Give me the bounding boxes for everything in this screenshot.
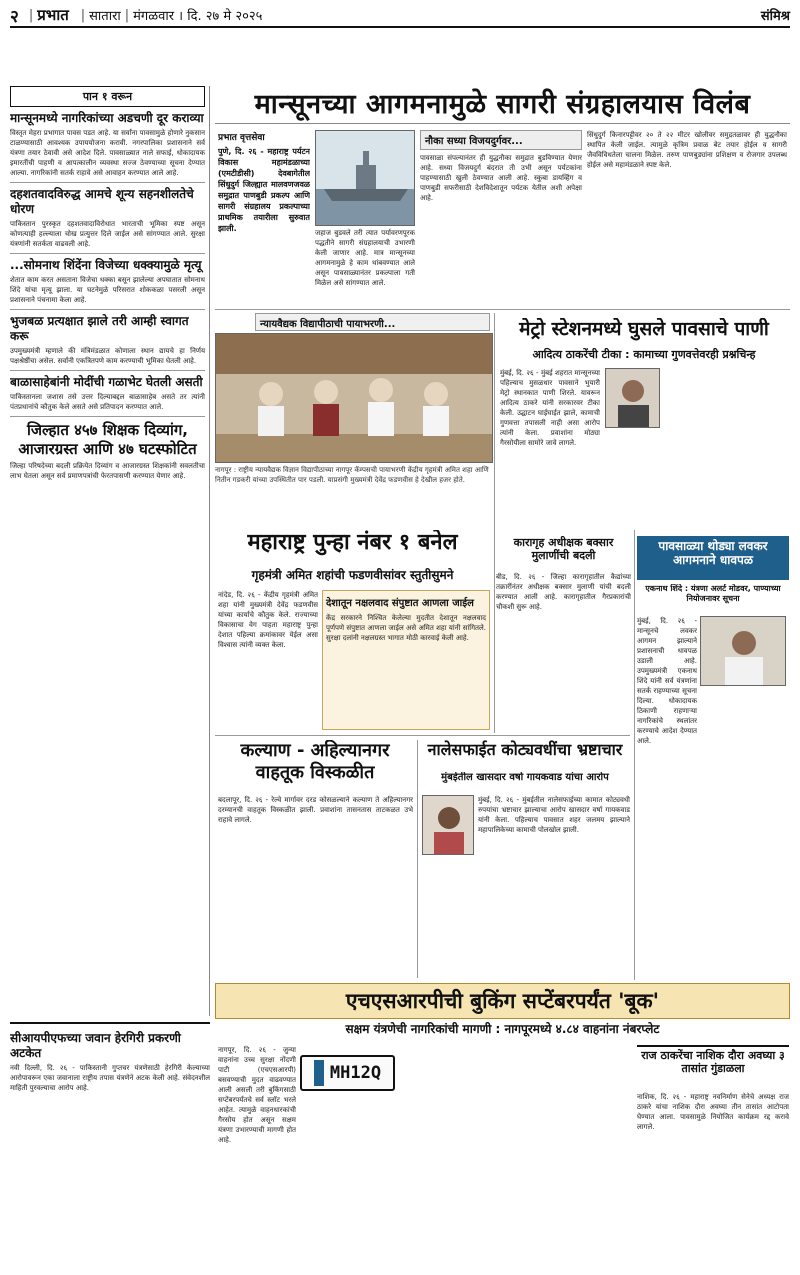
aaditya-photo xyxy=(605,368,660,428)
article-headline[interactable]: मान्सूनमध्ये नागरिकांच्या अडचणी दूर कराव्या xyxy=(10,111,204,125)
column-rule xyxy=(634,530,635,980)
person-icon xyxy=(701,617,786,686)
hsrp-subhead: सक्षम यंत्रणेची नागरिकांची मागणी : नागपूरमध्ये ४.८४ वाहनांना नंबरप्लेट xyxy=(345,1022,660,1036)
section-rule xyxy=(215,309,790,310)
kalyan-body: बदलापूर, दि. २६ - रेल्वे मार्गावर दरड कोसळल्याने कल्याण ते अहिल्यानगर दरम्यानची वाहतूक विस्कळीत झाली. प्रवाशांना तासनतास ताटकळत उभे राहावे लागले. xyxy=(218,796,413,824)
article-body: विस्तृत मेहरा प्रभागात पावस पडत आहे. या सर्वांना पावसामुळे होणारे नुकसान टाळण्यासाठी आवश्यक उपाययोजना करावी. नगरपालिका प्रशासनाने सर्व यंत्रणा तयार ठेवावी असे आदेश दिले. पावसाळ्यात नाले सफाई, धोकादायक इमारतींची पाहणी व आपत्कालीन व्यवस्था सज्ज ठेवण्याच्या सूचना देण्यात आल्या. नागरिकांनी सतर्क राहावे असे आवाहन करण्यात आले आहे. xyxy=(10,129,205,177)
event-label: न्यायवैद्यक विद्यापीठाची पायाभरणी... xyxy=(260,319,396,330)
maharashtra-headline-box xyxy=(215,530,490,566)
maharashtra-subhead: गृहमंत्री अमित शहांची फडणवीसांवर स्तुतीसुमने xyxy=(251,568,454,582)
city: सातारा xyxy=(89,9,121,24)
divider xyxy=(10,416,205,417)
maharashtra-body: नांदेड, दि. २६ - केंद्रीय गृहमंत्री अमित शहा यांनी मुख्यमंत्री देवेंद्र फडणवीस यांच्या कार्याचे कौतुक केले. राज्याच्या विकासाचा वेग पाहता महाराष्ट्र पुन्हा देशात पहिल्या क्रमांकावर येईल असा विश्वास त्यांनी व्यक्त केला. xyxy=(218,591,318,649)
nala-headline-box xyxy=(420,740,630,770)
ship-sidebar xyxy=(420,130,582,306)
prisons-text xyxy=(496,572,631,732)
bottom-left-story xyxy=(10,1022,210,1267)
page-number: २ xyxy=(10,6,19,27)
metro-subhead: आदित्य ठाकरेंची टीका : कामाच्या गुणवत्तेवरही प्रश्नचिन्ह xyxy=(532,348,756,361)
metro-headline-box xyxy=(500,318,788,344)
brand-logo: प्रभात xyxy=(37,6,69,24)
article-body: जिल्हा परिषदेच्या बदली प्रक्रियेत दिव्यांग व आजारग्रस्त शिक्षकांनी सवलतीचा लाभ घेतला असून सर्व प्रमाणपत्रांची फेरतपासणी करण्यात येणार आहे. xyxy=(10,461,205,480)
gaikwad-photo xyxy=(422,795,474,855)
raj-headline[interactable]: राज ठाकरेंचा नाशिक दौरा अवघ्या ३ तासांत गुंडाळला xyxy=(641,1049,785,1076)
kalyan-text xyxy=(218,795,413,975)
article-body: पाकिस्तान पुरस्कृत दहशतवादाविरोधात भारताची भूमिका स्पष्ट असून कोणत्याही हल्ल्याला चोख प्रत्युत्तर दिले जाईल असे सांगण्यात आले. सुरक्षा यंत्रणांनी सतर्कता वाढवली आहे. xyxy=(10,220,205,248)
naxal-body: केंद्र सरकारने निश्चित केलेल्या मुदतीत देशातून नक्षलवाद पूर्णपणे संपुष्टात आणला जाईल असे अमित शहा यांनी सांगितले. सुरक्षा दलांनी नक्षलग्रस्त भागात मोठी कारवाई केली आहे. xyxy=(326,613,486,642)
kalyan-headline-box xyxy=(215,740,415,790)
article-body: उपमुख्यमंत्री म्हणाले की मंत्रिमंडळात कोणाला स्थान द्यायचे हा निर्णय पक्षश्रेष्ठींचा असेल. सर्वांनी एकत्रितपणे काम करण्याची भूमिका घेतली आहे. xyxy=(10,347,205,365)
hsrp-body: नागपूर, दि. २६ - जुन्या वाहनांना उच्च सुरक्षा नोंदणी पाटी (एचएसआरपी) बसवण्याची मुदत वाढवण्यात आली असली तरी बुकिंगसाठी सप्टेंबरपर्यंतचे सर्व स्लॉट भरले आहेत. त्यामुळे वाहनधारकांची गैरसोय होत असून सक्षम यंत्रणा उभारण्याची मागणी होत आहे. xyxy=(218,1046,296,1144)
section-rule xyxy=(215,735,630,736)
monsoon-headline[interactable]: पावसाळ्या थोड्या लवकर आगमनाने धावपळ xyxy=(658,539,768,568)
divider xyxy=(10,253,205,254)
article-body: शेतात काम करत असताना विजेचा धक्का बसून झालेल्या अपघातात सोमनाथ शिंदे यांचा मृत्यू झाला. या घटनेमुळे परिसरात शोककळा पसरली असून प्रशासनाने पंचनामा केला आहे. xyxy=(10,276,205,304)
maharashtra-text xyxy=(218,590,318,730)
left-column xyxy=(10,86,210,1016)
prisons-headline-box xyxy=(496,536,631,566)
byline: प्रभात वृत्तसेवा xyxy=(218,133,265,143)
lead-body: जहाज बुडवले तरी त्यात पर्यावरणपूरक पद्धतीने सागरी संग्रहालयाची उभारणी केली जाणार आहे. मात्र मान्सूनच्या आगमनामुळे हे काम थांबवण्यात आले असून पावसाळ्यानंतर प्रकल्पाला गती मिळेल असे सांगण्यात आले. xyxy=(315,229,415,287)
raj-body: नाशिक, दि. २६ - महाराष्ट्र नवनिर्माण सेनेचे अध्यक्ष राज ठाकरे यांचा नाशिक दौरा अवघ्या तीन तासांत आटोपता घेण्यात आला. पावसामुळे नियोजित कार्यक्रम रद्द करावे लागले. xyxy=(637,1093,789,1131)
number-plate-photo: MH12Q xyxy=(300,1055,395,1091)
lead-text-col2 xyxy=(315,228,415,306)
lead-headline[interactable]: मान्सूनच्या आगमनामुळे सागरी संग्रहालयास विलंब xyxy=(215,86,790,124)
nala-text xyxy=(478,795,630,975)
monsoon-headline-box xyxy=(637,536,789,580)
metro-subhead-box xyxy=(500,348,788,364)
raj-text xyxy=(637,1092,789,1267)
edition-label: संमिश्र xyxy=(760,9,790,24)
monsoon-byline: एकनाथ शिंदे : यंत्रणा अलर्ट मोडवर, पाण्याच्या नियोजनावर सूचना xyxy=(645,584,781,603)
raj-headline-box xyxy=(637,1045,789,1089)
metro-body: मुंबई, दि. २६ - मुंबई शहरात मान्सूनच्या पहिल्याच मुसळधार पावसाने भुयारी मेट्रो स्थानकात पाणी शिरले. यावरून आदित्य ठाकरे यांनी सरकारवर टीका केली. उद्घाटन घाईघाईत झाले, कामाची गुणवत्ता तपासली नाही असा आरोप त्यांनी केला. प्रवाशांना मोठ्या गैरसोयीला सामोरे जावे लागले. xyxy=(500,369,600,447)
article-body: नवी दिल्ली, दि. २६ - पाकिस्तानी गुप्तचर यंत्रणेसाठी हेरगिरी केल्याच्या आरोपावरून एका जवानाला राष्ट्रीय तपास यंत्रणेने अटक केली आहे. संवेदनशील माहिती पुरवल्याचा आरोप आहे. xyxy=(10,1064,210,1092)
column-rule xyxy=(494,313,495,733)
article-headline[interactable]: बाळासाहेबांनी मोदींची गळाभेट घेतली असती xyxy=(10,375,203,389)
article-body: पाकिस्तानला जशास तसे उत्तर दिल्याबद्दल बाळासाहेब असते तर त्यांनी पंतप्रधानांचे कौतुक केले असते असे प्रतिपादन करण्यात आले. xyxy=(10,393,205,411)
event-label-bar xyxy=(255,313,490,331)
hsrp-subhead-box xyxy=(215,1022,790,1040)
nala-subhead-box xyxy=(420,772,630,788)
monsoon-byline-box xyxy=(637,584,789,612)
warship-icon xyxy=(316,131,415,226)
person-icon xyxy=(423,796,474,855)
shinde-photo xyxy=(700,616,786,686)
metro-text xyxy=(500,368,600,530)
lead-text-col4 xyxy=(587,130,787,306)
event-caption-box xyxy=(215,465,493,507)
article-headline[interactable]: दहशतवादविरुद्ध आमचे शून्य सहनशीलतेचे धोरण xyxy=(10,187,194,216)
prisons-body: बीड, दि. २६ - जिल्हा कारागृहातील कैद्यांच्या तक्रारींनंतर अधीक्षक बक्सार मुलाणी यांची बदली करण्यात आली आहे. कारागृहातील गैरप्रकारांची चौकशी सुरू आहे. xyxy=(496,573,631,611)
hsrp-headline[interactable]: एचएसआरपीची बुकिंग सप्टेंबरपर्यंत 'बूक' xyxy=(215,983,790,1019)
nala-subhead: मुंबईतील खासदार वर्षा गायकवाड यांचा आरोप xyxy=(441,772,609,783)
kalyan-headline[interactable]: कल्याण - अहिल्यानगर वाहतूक विस्कळीत xyxy=(240,740,390,783)
ship-subhead: नौका सध्या विजयदुर्गवर... xyxy=(420,130,582,150)
column-rule xyxy=(417,740,418,978)
maharashtra-subhead-box xyxy=(215,568,490,586)
masthead: २ | प्रभात | सातारा | मंगळवार । दि. २७ मे २०२५ संमिश्र xyxy=(10,4,790,28)
hsrp-text xyxy=(218,1045,296,1265)
ship-text: पावसाळा संपल्यानंतर ही युद्धनौका समुद्रात बुडविण्यात येणार आहे. सध्या विजयदुर्ग बंदरात ती उभी असून पर्यटकांना पाहण्यासाठी खुली ठेवण्यात आली आहे. स्कुबा डायव्हिंग व पाणबुडी सफरीसाठी देशविदेशातून पर्यटक येतील अशी अपेक्षा आहे. xyxy=(420,154,582,202)
event-caption: नागपूर : राष्ट्रीय न्यायवैद्यक विज्ञान विद्यापीठाच्या नागपूर कॅम्पसची पायाभरणी केंद्रीय गृहमंत्री अमित शहा आणि नितीन गडकरी यांच्या उपस्थितीत पार पडली. याप्रसंगी मुख्यमंत्री देवेंद्र फडणवीस हे देखील हजर होते. xyxy=(215,466,489,484)
event-photo xyxy=(215,333,493,463)
metro-headline[interactable]: मेट्रो स्टेशनमध्ये घुसले पावसाचे पाणी xyxy=(519,318,769,340)
article-headline[interactable]: जिल्हात ४५७ शिक्षक दिव्यांग, आजारग्रस्त आणि ४७ घटस्फोटित xyxy=(18,421,197,458)
maharashtra-headline[interactable]: महाराष्ट्र पुन्हा नंबर १ बनेल xyxy=(247,530,458,555)
warship-photo xyxy=(315,130,415,226)
monsoon-body: मुंबई, दि. २६ - मान्सूनचे लवकर आगमन झाल्याने प्रशासनाची धावपळ उडाली आहे. उपमुख्यमंत्री एकनाथ शिंदे यांनी सर्व यंत्रणांना सतर्क राहण्याच्या सूचना दिल्या. धोकादायक ठिकाणी राहणाऱ्या नागरिकांचे स्थलांतर करण्याचे आदेश देण्यात आले. xyxy=(637,617,697,745)
article-headline[interactable]: सीआयपीएफच्या जवान हेरगिरी प्रकरणी अटकेत xyxy=(10,1031,181,1060)
divider xyxy=(10,182,205,183)
nala-headline[interactable]: नालेसफाईत कोट्यवधींचा भ्रष्टाचार xyxy=(427,740,623,759)
nala-body: मुंबई, दि. २६ - मुंबईतील नालेसफाईच्या कामात कोट्यवधी रुपयांचा भ्रष्टाचार झाल्याचा आरोप खासदार वर्षा गायकवाड यांनी केला. पहिल्याच पावसात शहर जलमय झाल्याने महापालिकेच्या कामाची पोलखोल झाली. xyxy=(478,796,630,834)
divider xyxy=(10,309,205,310)
naxal-headline[interactable]: देशातून नक्षलवाद संपुष्टात आणला जाईल xyxy=(326,598,474,609)
naxal-box xyxy=(322,590,490,730)
person-icon xyxy=(606,369,660,428)
date: मंगळवार । दि. २७ मे २०२५ xyxy=(133,9,263,24)
prisons-headline[interactable]: कारागृह अधीक्षक बक्सार मुलाणींची बदली xyxy=(513,536,614,563)
monsoon-text xyxy=(637,616,697,966)
divider xyxy=(10,370,205,371)
article-headline[interactable]: भुजबळ प्रत्यक्षात झाले तरी आम्ही स्वागत करू xyxy=(10,314,189,343)
lead-right-text: सिंधुदुर्ग किनारपट्टीवर २० ते २२ मीटर खोलीवर समुद्रतळावर ही युद्धनौका स्थापित केली जाईल. त्यामुळे कृत्रिम प्रवाळ बेट तयार होईल व सागरी जैवविविधतेला चालना मिळेल. तरुण पाणबुड्यांना प्रशिक्षण व रोजगार उपलब्ध होईल असे महामंडळाने स्पष्ट केले. xyxy=(587,131,787,169)
article-headline[interactable]: ...सोमनाथ शिंदेंना विजेच्या धक्क्यामुळे मृत्यू xyxy=(10,258,202,272)
lead-text-col1 xyxy=(218,130,310,305)
continued-label: पान १ वरून xyxy=(10,86,205,107)
lead-lede: पुणे, दि. २६ - महाराष्ट्र पर्यटन विकास महामंडळाच्या (एमटीडीसी) देवबागेतील सिंधुदुर्ग जिल्ह्यात मालवणजवळ समुद्रात पाणबुडी प्रकल्प आणि सागरी संग्रहालय प्रकल्पाच्या प्राथमिक तयारीला सुरुवात झाली. xyxy=(218,147,310,233)
